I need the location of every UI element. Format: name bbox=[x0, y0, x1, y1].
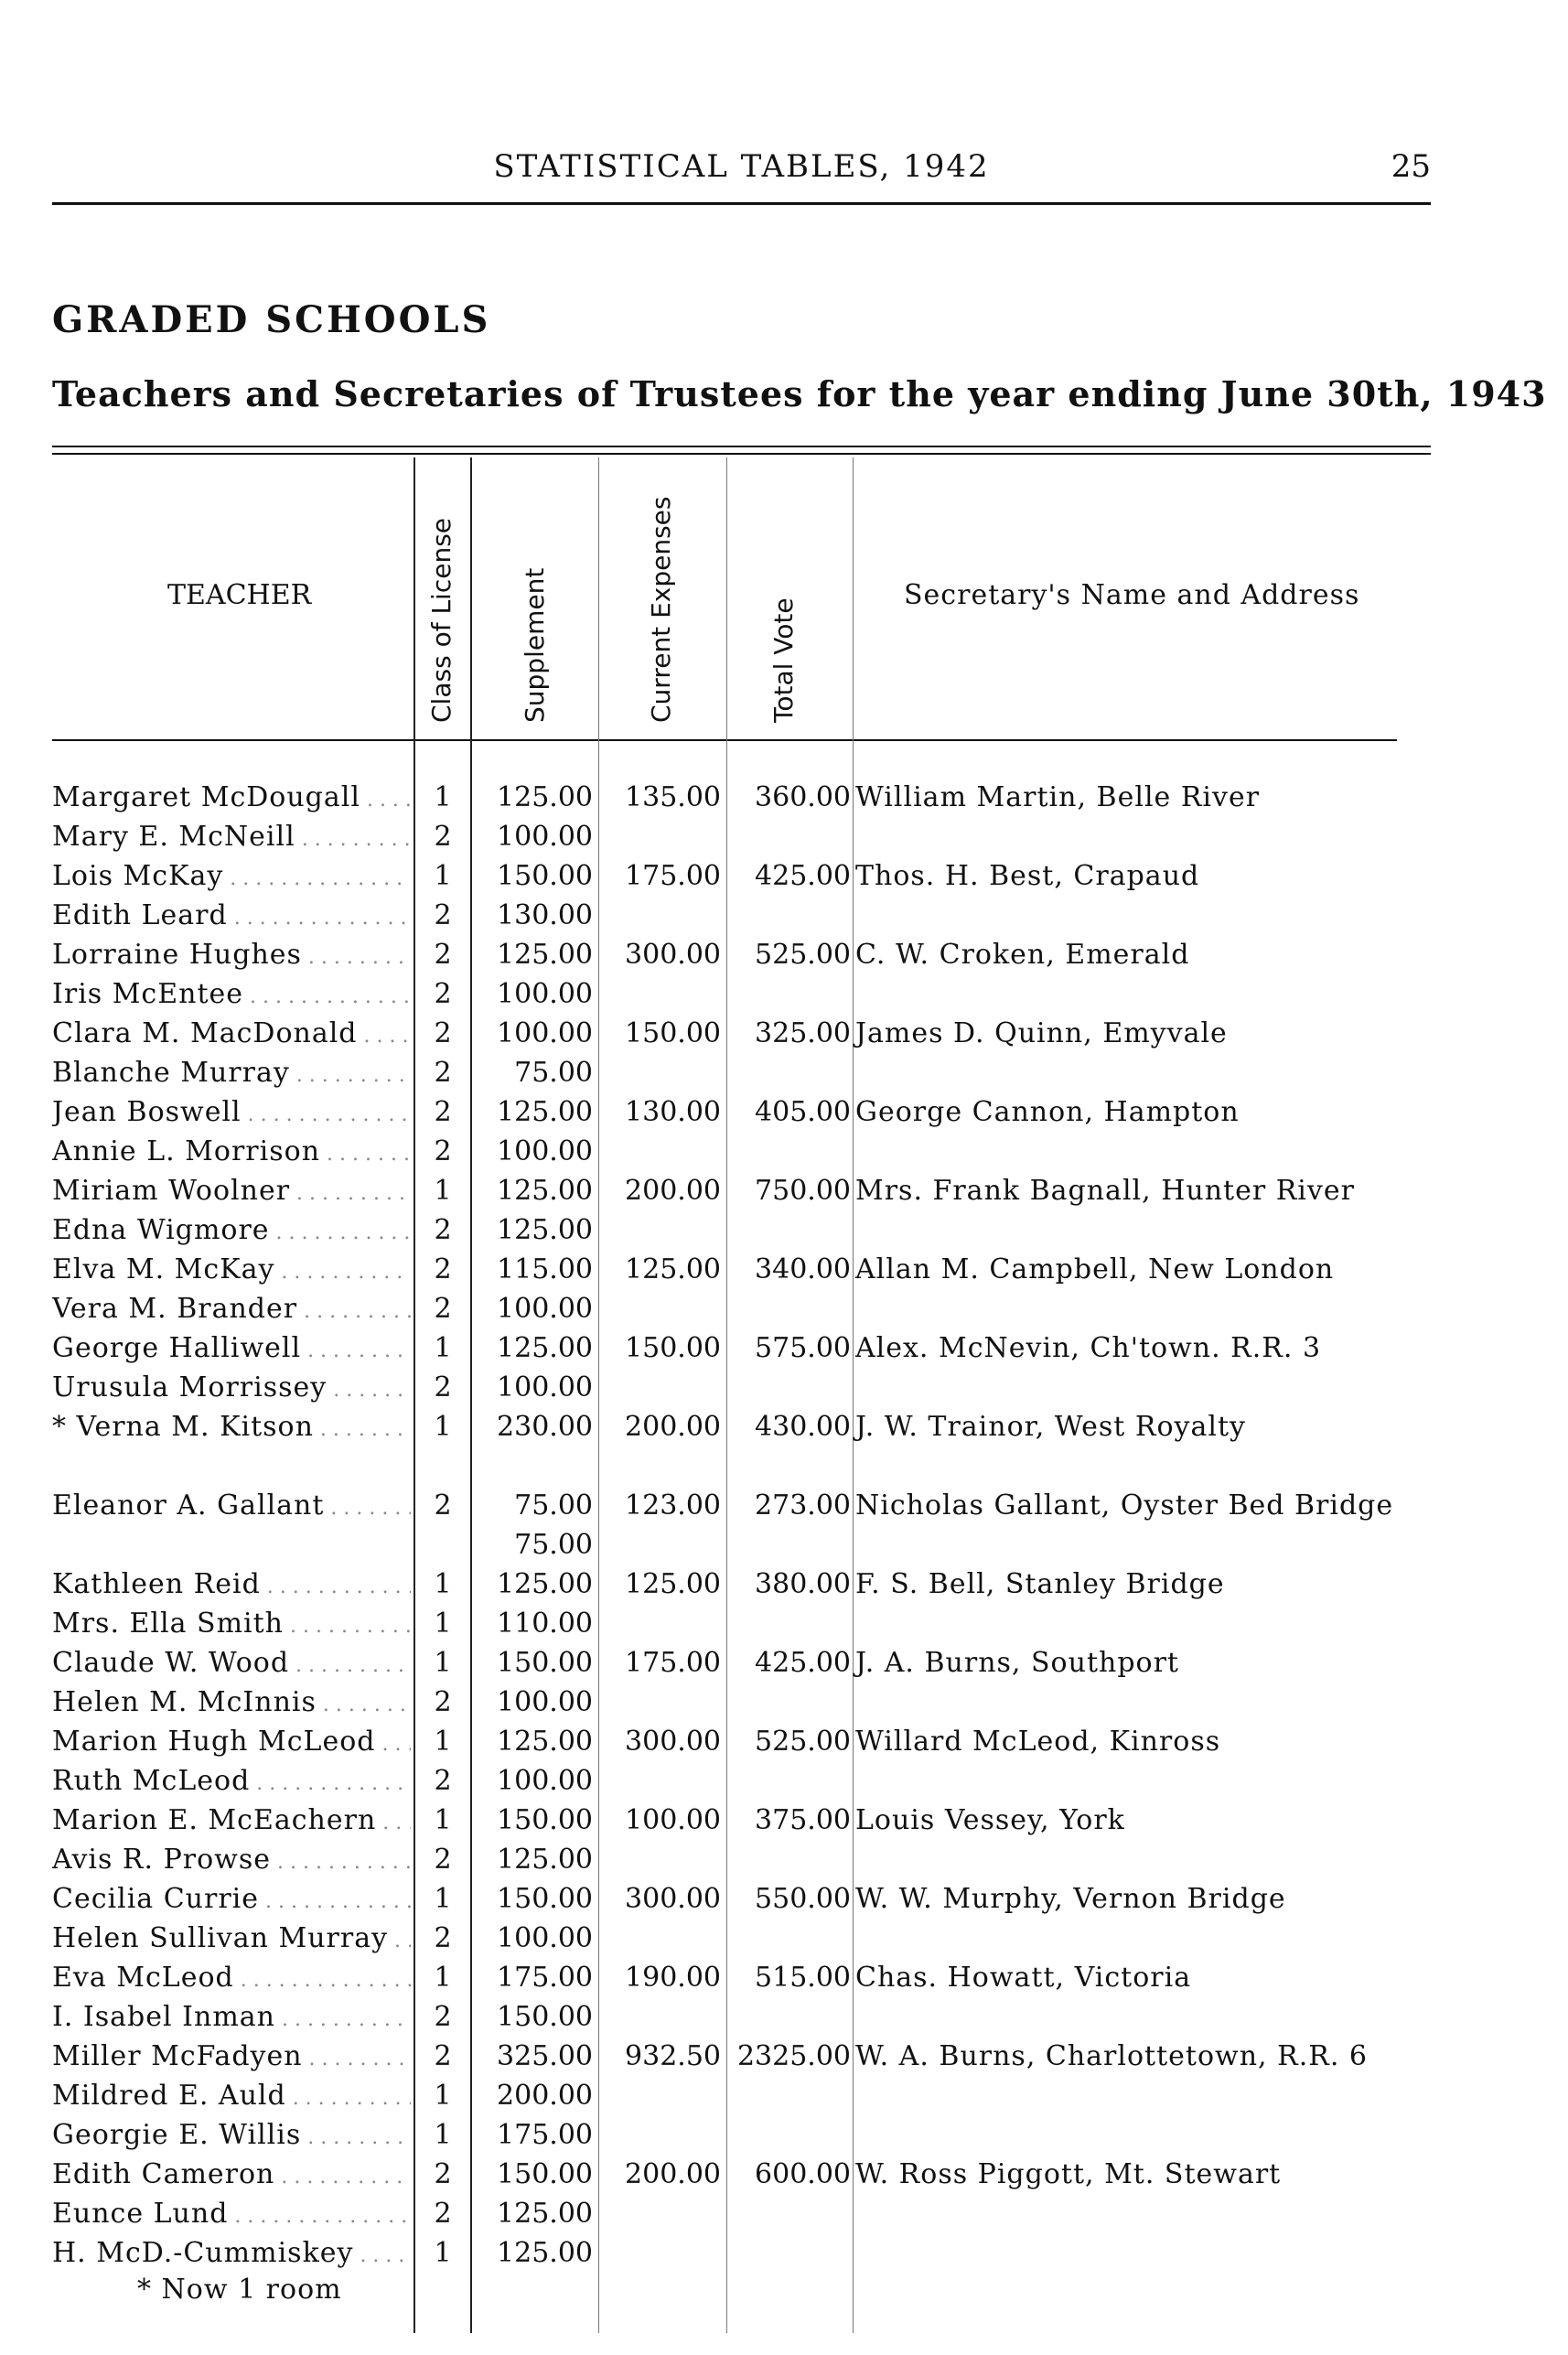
current-expenses-value: 150.00 bbox=[625, 1017, 721, 1049]
supplement-value: 150.00 bbox=[497, 1804, 593, 1836]
teacher-name: Marion Hugh McLeod . . . bbox=[52, 1722, 411, 1764]
total-vote-value: 550.00 bbox=[755, 1883, 851, 1915]
table-row bbox=[0, 1171, 1568, 1210]
class-of-license: 1 bbox=[434, 1568, 452, 1600]
teacher-name: Blanche Murray . . . bbox=[52, 1053, 411, 1095]
teacher-name: Eva McLeod . . . bbox=[52, 1958, 411, 2000]
table-row bbox=[0, 935, 1568, 974]
table-top-rule-2 bbox=[52, 453, 1431, 455]
class-of-license: 1 bbox=[434, 1804, 452, 1836]
current-expenses-value: 123.00 bbox=[625, 1489, 721, 1522]
secretary-name-address: J. W. Trainor, West Royalty bbox=[855, 1411, 1246, 1443]
header-rule bbox=[52, 202, 1431, 205]
class-of-license: 2 bbox=[434, 2001, 452, 2033]
total-vote-value: 430.00 bbox=[755, 1411, 851, 1443]
supplement-value: 200.00 bbox=[497, 2080, 593, 2112]
total-vote-value: 375.00 bbox=[755, 1804, 851, 1836]
table-row bbox=[0, 817, 1568, 856]
secretary-name-address: Willard McLeod, Kinross bbox=[855, 1726, 1221, 1758]
current-expenses-value: 300.00 bbox=[625, 1726, 721, 1758]
class-of-license: 1 bbox=[434, 1883, 452, 1915]
teacher-name: Edna Wigmore . . . bbox=[52, 1210, 411, 1253]
supplement-value: 125.00 bbox=[497, 1726, 593, 1758]
class-of-license: 2 bbox=[434, 1765, 452, 1797]
total-vote-value: 2325.00 bbox=[736, 2040, 851, 2072]
supplement-value: 125.00 bbox=[497, 1568, 593, 1600]
table-row bbox=[0, 1997, 1568, 2037]
teacher-name: Claude W. Wood . . . bbox=[52, 1643, 411, 1685]
total-vote-value: 750.00 bbox=[755, 1175, 851, 1207]
current-expenses-value: 932.50 bbox=[625, 2040, 721, 2072]
supplement-value: 100.00 bbox=[497, 1371, 593, 1403]
current-expenses-value: 175.00 bbox=[625, 1647, 721, 1679]
table-row bbox=[0, 2115, 1568, 2155]
header-bottom-rule bbox=[52, 739, 1397, 741]
supplement-value: 75.00 bbox=[514, 1489, 593, 1522]
secretary-name-address: George Cannon, Hampton bbox=[855, 1096, 1240, 1128]
supplement-value: 100.00 bbox=[497, 1922, 593, 1954]
class-of-license: 1 bbox=[434, 2119, 452, 2151]
class-of-license: 1 bbox=[434, 1332, 452, 1364]
teacher-name: Iris McEntee . . . bbox=[52, 974, 411, 1016]
table-row bbox=[0, 1053, 1568, 1092]
running-title: STATISTICAL TABLES, 1942 bbox=[493, 148, 990, 185]
supplement-value: 75.00 bbox=[514, 1057, 593, 1089]
table-subtitle: Teachers and Secretaries of Trustees for the year ending June 30th, 1943 bbox=[52, 373, 1547, 414]
column-header-supplement: Supplement bbox=[520, 567, 550, 723]
secretary-name-address: F. S. Bell, Stanley Bridge bbox=[855, 1568, 1225, 1600]
supplement-value: 110.00 bbox=[497, 1608, 593, 1640]
table-row bbox=[0, 1446, 1568, 1486]
table-row bbox=[0, 1132, 1568, 1171]
table-row bbox=[0, 1328, 1568, 1368]
current-expenses-value: 200.00 bbox=[625, 2158, 721, 2190]
supplement-value: 125.00 bbox=[497, 1214, 593, 1246]
current-expenses-value: 175.00 bbox=[625, 860, 721, 892]
teacher-name: George Halliwell . . . bbox=[52, 1328, 411, 1371]
total-vote-value: 600.00 bbox=[755, 2158, 851, 2190]
supplement-value: 150.00 bbox=[497, 1883, 593, 1915]
teacher-name: Lois McKay . . . bbox=[52, 856, 411, 898]
table-row bbox=[0, 1722, 1568, 1761]
teacher-name: Margaret McDougall . . . bbox=[52, 778, 411, 820]
table-row bbox=[0, 1486, 1568, 1565]
class-of-license: 1 bbox=[434, 1962, 452, 1994]
total-vote-value: 360.00 bbox=[755, 781, 851, 813]
teacher-name: I. Isabel Inman . . . bbox=[52, 1997, 411, 2039]
total-vote-value: 525.00 bbox=[755, 1726, 851, 1758]
table-row bbox=[0, 2076, 1568, 2115]
secretary-name-address: Alex. McNevin, Ch'town. R.R. 3 bbox=[855, 1332, 1322, 1364]
class-of-license: 2 bbox=[434, 1096, 452, 1128]
section-title: GRADED SCHOOLS bbox=[52, 298, 491, 341]
total-vote-value: 425.00 bbox=[755, 1647, 851, 1679]
supplement-value: 125.00 bbox=[497, 939, 593, 971]
class-of-license: 2 bbox=[434, 978, 452, 1010]
supplement-value: 100.00 bbox=[497, 1686, 593, 1718]
table-row bbox=[0, 1289, 1568, 1328]
supplement-value: 150.00 bbox=[497, 2158, 593, 2190]
supplement-value: 100.00 bbox=[497, 978, 593, 1010]
table-row bbox=[0, 2233, 1568, 2273]
current-expenses-value: 200.00 bbox=[625, 1411, 721, 1443]
table-row bbox=[0, 1958, 1568, 1997]
teacher-name: Helen Sullivan Murray . . . bbox=[52, 1919, 411, 1961]
column-header-teacher: TEACHER bbox=[167, 579, 312, 611]
total-vote-value: 425.00 bbox=[755, 860, 851, 892]
supplement-value: 100.00 bbox=[497, 821, 593, 853]
table-row bbox=[0, 1092, 1568, 1132]
class-of-license: 2 bbox=[434, 1135, 452, 1167]
class-of-license: 2 bbox=[434, 2158, 452, 2190]
current-expenses-value: 300.00 bbox=[625, 939, 721, 971]
secretary-name-address: J. A. Burns, Southport bbox=[855, 1647, 1179, 1679]
page-header bbox=[52, 146, 1431, 201]
teacher-name: Georgie E. Willis . . . bbox=[52, 2115, 411, 2157]
teacher-name: Lorraine Hughes . . . bbox=[52, 935, 411, 977]
class-of-license: 2 bbox=[434, 1214, 452, 1246]
column-header-secretary: Secretary's Name and Address bbox=[904, 579, 1360, 611]
class-of-license: 2 bbox=[434, 899, 452, 931]
table-row bbox=[0, 1250, 1568, 1289]
current-expenses-value: 125.00 bbox=[625, 1253, 721, 1285]
table-row bbox=[0, 1565, 1568, 1604]
supplement-value: 150.00 bbox=[497, 1647, 593, 1679]
teacher-name: Helen M. McInnis . . . bbox=[52, 1683, 411, 1725]
column-header-class-of-license: Class of License bbox=[426, 517, 456, 723]
supplement-value: 100.00 bbox=[497, 1765, 593, 1797]
supplement-value: 150.00 bbox=[497, 860, 593, 892]
table-row bbox=[0, 1840, 1568, 1879]
table-row bbox=[0, 2037, 1568, 2076]
teacher-name: * Verna M. Kitson . . . bbox=[52, 1407, 411, 1449]
table-row bbox=[0, 896, 1568, 935]
table-row bbox=[0, 1014, 1568, 1053]
supplement-value: 125.00 bbox=[497, 1096, 593, 1128]
teacher-name: Ruth McLeod . . . bbox=[52, 1761, 411, 1803]
class-of-license: 1 bbox=[434, 860, 452, 892]
supplement-value: 125.00 bbox=[497, 781, 593, 813]
table-row bbox=[0, 1879, 1568, 1919]
class-of-license: 2 bbox=[434, 821, 452, 853]
supplement-value: 125.00 bbox=[497, 2237, 593, 2269]
teacher-name: Miller McFadyen . . . bbox=[52, 2037, 411, 2079]
supplement-value: 75.00 bbox=[514, 1529, 593, 1561]
table-row bbox=[0, 1368, 1568, 1407]
class-of-license: 2 bbox=[434, 2198, 452, 2230]
teacher-name: Elva M. McKay . . . bbox=[52, 1250, 411, 1292]
class-of-license: 1 bbox=[434, 1647, 452, 1679]
teacher-name: Annie L. Morrison . . . bbox=[52, 1132, 411, 1174]
class-of-license: 2 bbox=[434, 1686, 452, 1718]
current-expenses-value: 300.00 bbox=[625, 1883, 721, 1915]
column-header-total-vote: Total Vote bbox=[768, 597, 799, 723]
teacher-name: Kathleen Reid . . . bbox=[52, 1565, 411, 1607]
supplement-value: 150.00 bbox=[497, 2001, 593, 2033]
secretary-name-address: C. W. Croken, Emerald bbox=[855, 939, 1190, 971]
teacher-name: Edith Cameron . . . bbox=[52, 2155, 411, 2197]
secretary-name-address: William Martin, Belle River bbox=[855, 781, 1261, 813]
teacher-name: Mildred E. Auld . . . bbox=[52, 2076, 411, 2118]
table-top-rule bbox=[52, 446, 1431, 447]
total-vote-value: 325.00 bbox=[755, 1017, 851, 1049]
supplement-value: 130.00 bbox=[497, 899, 593, 931]
table-row bbox=[0, 1210, 1568, 1250]
table-row bbox=[0, 1801, 1568, 1840]
class-of-license: 1 bbox=[434, 1175, 452, 1207]
teacher-name: Clara M. MacDonald . . . bbox=[52, 1014, 411, 1056]
current-expenses-value: 135.00 bbox=[625, 781, 721, 813]
class-of-license: 2 bbox=[434, 1293, 452, 1325]
supplement-value: 325.00 bbox=[497, 2040, 593, 2072]
class-of-license: 2 bbox=[434, 1017, 452, 1049]
secretary-name-address: Allan M. Campbell, New London bbox=[855, 1253, 1335, 1285]
supplement-value: 125.00 bbox=[497, 2198, 593, 2230]
class-of-license: 1 bbox=[434, 2080, 452, 2112]
secretary-name-address: W. A. Burns, Charlottetown, R.R. 6 bbox=[855, 2040, 1368, 2072]
teacher-name: Jean Boswell . . . bbox=[52, 1092, 411, 1134]
table-row bbox=[0, 856, 1568, 896]
column-header-current-expenses: Current Expenses bbox=[646, 496, 676, 723]
class-of-license: 2 bbox=[434, 1489, 452, 1522]
class-of-license: 1 bbox=[434, 2237, 452, 2269]
supplement-value: 100.00 bbox=[497, 1135, 593, 1167]
teacher-name: Mrs. Ella Smith . . . bbox=[52, 1604, 411, 1646]
teacher-name: Vera M. Brander . . . bbox=[52, 1289, 411, 1331]
total-vote-value: 405.00 bbox=[755, 1096, 851, 1128]
secretary-name-address: W. Ross Piggott, Mt. Stewart bbox=[855, 2158, 1282, 2190]
teacher-name: Edith Leard . . . bbox=[52, 896, 411, 938]
class-of-license: 2 bbox=[434, 939, 452, 971]
teacher-name: Miriam Woolner . . . bbox=[52, 1171, 411, 1213]
class-of-license: 2 bbox=[434, 1922, 452, 1954]
secretary-name-address: Louis Vessey, York bbox=[855, 1804, 1125, 1836]
table-row bbox=[0, 2194, 1568, 2233]
teacher-name: Eleanor A. Gallant . . . bbox=[52, 1486, 411, 1528]
class-of-license: 2 bbox=[434, 1253, 452, 1285]
current-expenses-value: 125.00 bbox=[625, 1568, 721, 1600]
class-of-license: 1 bbox=[434, 1411, 452, 1443]
secretary-name-address: Nicholas Gallant, Oyster Bed Bridge bbox=[855, 1489, 1394, 1522]
class-of-license: 2 bbox=[434, 1057, 452, 1089]
page-number: 25 bbox=[1391, 148, 1431, 185]
class-of-license: 2 bbox=[434, 1371, 452, 1403]
supplement-value: 175.00 bbox=[497, 2119, 593, 2151]
supplement-value: 125.00 bbox=[497, 1175, 593, 1207]
class-of-license: 1 bbox=[434, 1726, 452, 1758]
secretary-name-address: Chas. Howatt, Victoria bbox=[855, 1962, 1192, 1994]
table-row bbox=[0, 778, 1568, 817]
table-row bbox=[0, 1407, 1568, 1446]
supplement-value: 115.00 bbox=[497, 1253, 593, 1285]
class-of-license: 1 bbox=[434, 1608, 452, 1640]
secretary-name-address: James D. Quinn, Emyvale bbox=[855, 1017, 1228, 1049]
supplement-value: 175.00 bbox=[497, 1962, 593, 1994]
table-row bbox=[0, 1919, 1568, 1958]
secretary-name-address: W. W. Murphy, Vernon Bridge bbox=[855, 1883, 1286, 1915]
teacher-name: Mary E. McNeill . . . bbox=[52, 817, 411, 859]
current-expenses-value: 100.00 bbox=[625, 1804, 721, 1836]
supplement-value: 125.00 bbox=[497, 1332, 593, 1364]
supplement-value: 125.00 bbox=[497, 1844, 593, 1876]
total-vote-value: 340.00 bbox=[755, 1253, 851, 1285]
supplement-value: 230.00 bbox=[497, 1411, 593, 1443]
table-row bbox=[0, 1643, 1568, 1683]
table-row bbox=[0, 1683, 1568, 1722]
class-of-license: 2 bbox=[434, 1844, 452, 1876]
table-row bbox=[0, 1761, 1568, 1801]
supplement-value: 100.00 bbox=[497, 1293, 593, 1325]
teacher-name: Cecilia Currie . . . bbox=[52, 1879, 411, 1921]
teacher-name: H. McD.-Cummiskey . . . bbox=[52, 2233, 411, 2275]
table-row bbox=[0, 1604, 1568, 1643]
table-row bbox=[0, 974, 1568, 1014]
current-expenses-value: 150.00 bbox=[625, 1332, 721, 1364]
total-vote-value: 515.00 bbox=[755, 1962, 851, 1994]
secretary-name-address: Mrs. Frank Bagnall, Hunter River bbox=[855, 1175, 1355, 1207]
teacher-name: Urusula Morrissey . . . bbox=[52, 1368, 411, 1410]
total-vote-value: 273.00 bbox=[755, 1489, 851, 1522]
class-of-license: 2 bbox=[434, 2040, 452, 2072]
teacher-name: Avis R. Prowse . . . bbox=[52, 1840, 411, 1882]
total-vote-value: 525.00 bbox=[755, 939, 851, 971]
current-expenses-value: 130.00 bbox=[625, 1096, 721, 1128]
total-vote-value: 575.00 bbox=[755, 1332, 851, 1364]
supplement-value: 100.00 bbox=[497, 1017, 593, 1049]
teacher-name: Eunce Lund . . . bbox=[52, 2194, 411, 2236]
teacher-name: Marion E. McEachern . . . bbox=[52, 1801, 411, 1843]
total-vote-value: 380.00 bbox=[755, 1568, 851, 1600]
current-expenses-value: 200.00 bbox=[625, 1175, 721, 1207]
secretary-name-address: Thos. H. Best, Crapaud bbox=[855, 860, 1200, 892]
table-body bbox=[0, 778, 1568, 2273]
table-row bbox=[0, 2155, 1568, 2194]
footnote: * Now 1 room bbox=[137, 2274, 342, 2306]
class-of-license: 1 bbox=[434, 781, 452, 813]
current-expenses-value: 190.00 bbox=[625, 1962, 721, 1994]
